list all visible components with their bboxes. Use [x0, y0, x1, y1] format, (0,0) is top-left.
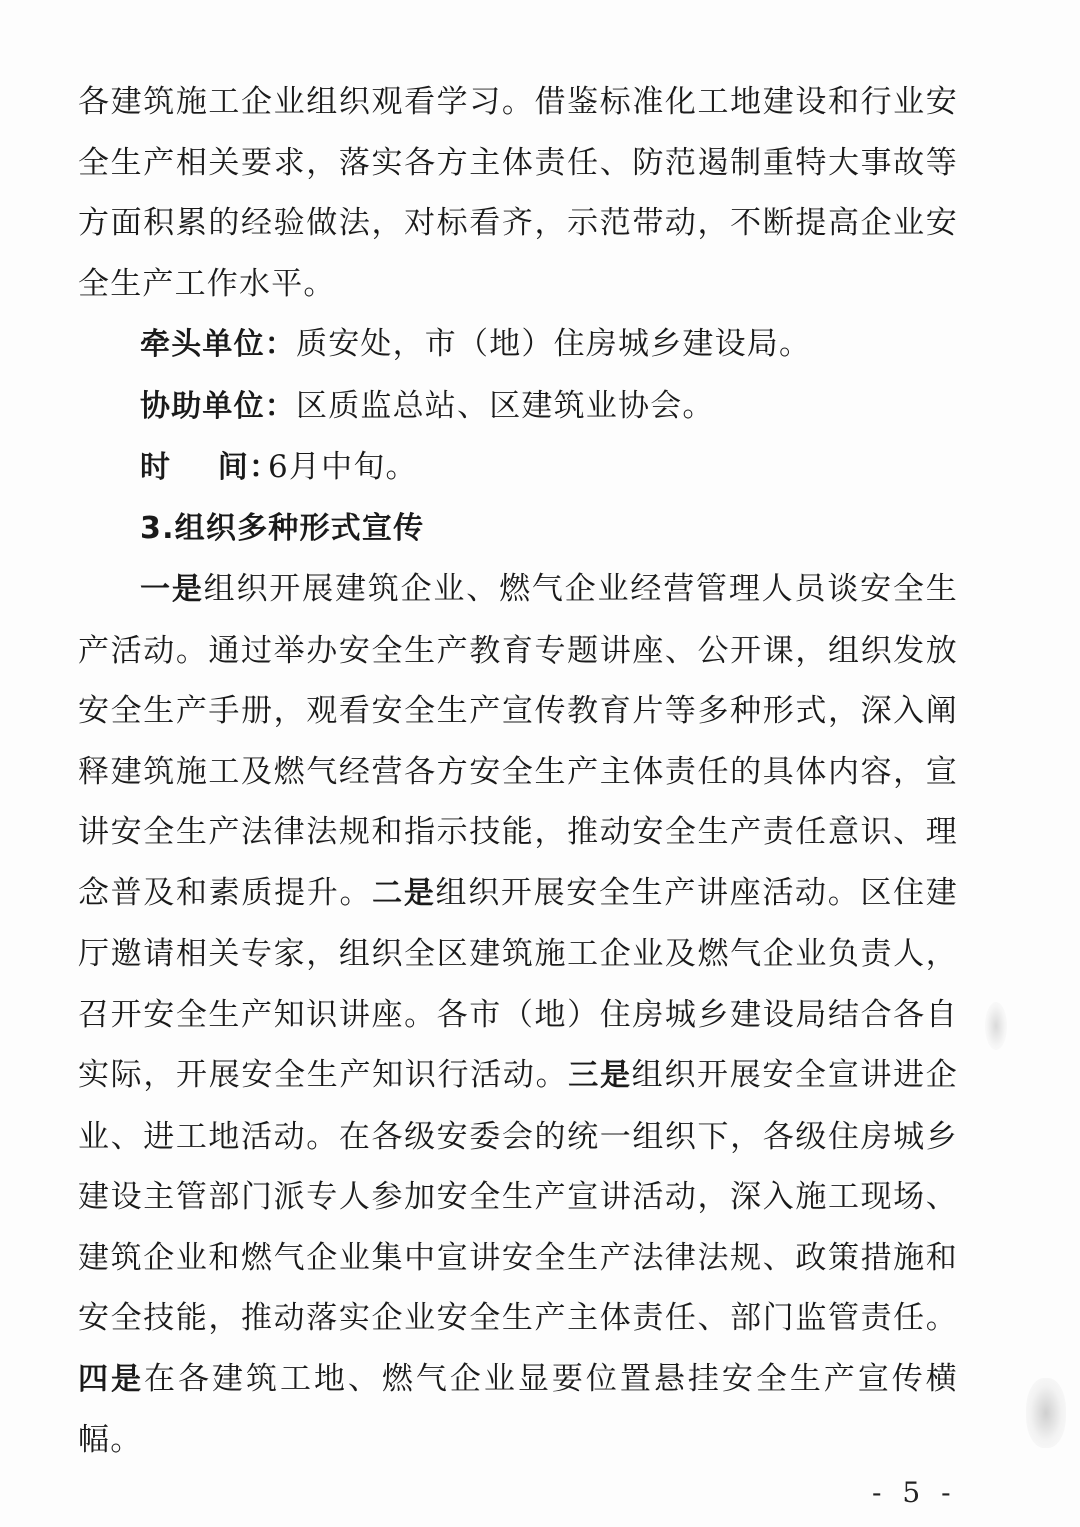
item-text-two: 组织开展安全生产讲座活动。区住建厅邀请相关专家，组织全区建筑施工企业及燃气企业负责人，召开安全生产知识讲座。各市（地）住房城乡建设局结合各自实际，开展安全生产知识行活动。	[78, 874, 958, 1093]
assist-unit-label: 协助单位：	[140, 388, 296, 424]
scan-smudge	[1026, 1378, 1066, 1448]
item-text-one: 组织开展建筑企业、燃气企业经营管理人员谈安全生产活动。通过举办安全生产教育专题讲座、公开课，组织发放安全生产手册，观看安全生产宣传教育片等多种形式，深入阐释建筑施工及燃气经营各方安全生产主体责任的具体内容，宣讲安全生产法律法规和指示技能，推动安全生产责任意识、理念普及和素质提升。	[78, 571, 958, 911]
lead-unit-value: 质安处，市（地）住房城乡建设局。	[296, 326, 812, 362]
assist-unit-line	[78, 376, 958, 438]
time-value: 6月中旬。	[268, 449, 418, 485]
lead-unit-label: 牵头单位：	[140, 327, 296, 362]
lead-unit-line	[78, 314, 958, 376]
item-text-three: 组织开展安全宣讲进企业、进工地活动。在各级安委会的统一组织下，各级住房城乡建设主管部门派专人参加安全生产宣讲活动，深入施工现场、建筑企业和燃气企业集中宣讲安全生产法律法规、政策措施和安全技能，推动落实企业安全生产主体责任、部门监管责任。	[78, 1057, 958, 1336]
time-line	[78, 437, 958, 499]
assist-unit-value: 区质监总站、区建筑业协会。	[296, 387, 715, 424]
item-marker-three: 三是	[568, 1058, 632, 1093]
item-text-four: 在各建筑工地、燃气企业显要位置悬挂安全生产宣传横幅。	[78, 1360, 958, 1458]
document-body	[78, 72, 958, 1471]
scan-smudge	[985, 1002, 1007, 1050]
item-marker-four: 四是	[78, 1361, 144, 1397]
section-heading: 3.组织多种形式宣传	[140, 510, 425, 546]
paragraph-publicity	[78, 559, 958, 1471]
time-label: 时 间：	[140, 450, 281, 485]
item-marker-one: 一是	[140, 572, 204, 607]
paragraph-continuation: 各建筑施工企业组织观看学习。借鉴标准化工地建设和行业安全生产相关要求，落实各方主体责任、防范遏制重特大事故等方面积累的经验做法，对标看齐，示范带动，不断提高企业安全生产工作水平。	[78, 84, 958, 302]
page-number: - 5 -	[872, 1476, 957, 1509]
item-marker-two: 二是	[372, 875, 436, 911]
